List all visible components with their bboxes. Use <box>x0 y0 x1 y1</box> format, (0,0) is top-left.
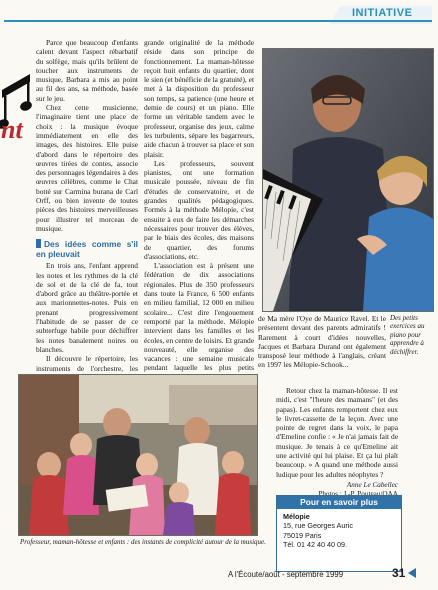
paragraph: Il découvre le répertoire, les instruments de l'orchestre, les <box>36 354 138 373</box>
info-box <box>276 495 402 572</box>
column-3-continued <box>276 386 398 500</box>
paragraph: de Ma mère l'Oye de Maurice Ravel. Et le présentent devant des parents admiratifs ! Rarement à court d'idées nouvelles, Jacques et Barbara Durand ont également transposé leur méthode à l'anglais, créant en 1997 les Mélopie-Schook... <box>258 314 386 370</box>
caption-piano: Des petits exercices au piano pour apprendre à déchiffrer. <box>390 314 425 356</box>
paragraph: Parce que beaucoup d'enfants calent devant l'aspect rébarbatif du solfège, mais qu'ils brûlent de toucher aux instruments de musique, Barbara a mis au point au fil des ans, sa méthode, basée sur le jeu. <box>36 38 138 103</box>
paragraph: grande originalité de la méthode réside dans son principe de fonctionnement. La maman-hôtesse reçoit huit enfants du quartier, dont le sien (et bénéficie de la gratuité), et met à la disposition du professeur son temps, sa patience (une heure et demie de cours) et un piano. Elle forme un véritable tandem avec le professeur, organise des jeux, calme les turbulents, sépare les bagarreurs, aide chacun à trouver sa place et son plaisir. <box>144 38 254 159</box>
org-name: Mélopie <box>283 512 310 521</box>
subheading: Des idées comme s'il en pleuvait <box>36 239 138 259</box>
column-3 <box>258 314 386 370</box>
author: Anne Le Cabellec <box>346 480 398 489</box>
address-city: 75019 Paris <box>283 530 322 540</box>
info-box-body <box>277 509 401 552</box>
paragraph: Retour chez la maman-hôtesse. Il est midi, c'est "l'heure des mamans" (et des papas). Les enfants remportent chez eux le livret-cassette de la leçon. Avec une pointe de regret dans la voix, le papa d'Emeline confie : « Je n'ai jamais fait de musique. Je tenais à ce qu'Emeline ait une activité qui lui plaise. Et ça lui plaît beaucoup. » A quand une méthode aussi ludique pour les adultes néophytes ? <box>276 386 398 479</box>
column-2 <box>144 38 254 410</box>
music-note-icon <box>0 60 40 140</box>
bullet-square-icon <box>36 239 41 248</box>
paragraph: L'association est à présent une fédération de dix associations régionales. Plus de 350 professeurs dans toute la France, 6 500 enfants en milieu familial, 12 000 en milieu scolaire... C'est dire l'engouement remporté par la méthode. Mélopie intervient dans les familles et les écoles, en centre de loisirs. Et grande nouveauté, elle organise des vacances : une semaine musicale pendant laquelle les plus petits <box>144 261 254 373</box>
photo-piano-lesson <box>262 48 434 312</box>
footer-magazine: A l'Écoute/août - septembre 1999 <box>228 570 344 579</box>
section-title: INITIATIVE <box>352 7 413 19</box>
address-street: 15, rue Georges Auric <box>283 521 353 531</box>
caption-group: Professeur, maman-hôtesse et enfants : des instants de complicité autour de la musique. <box>20 538 266 546</box>
triangle-left-icon <box>408 568 416 578</box>
phone-number: Tél. 01 42 40 40 09. <box>283 539 347 549</box>
paragraph: Chez cette musicienne, l'imaginaire tient une place de choix : la musique évoque immédiatement en elle des images, des histoires. Elle puise d'abord dans le répertoire des œuvres tirées de contes, associe des personnages légendaires à des œuvres célèbres, comme le Chat botté sur Carmina burana de Carl Orff, ou bien invente de toutes pièces des histoires merveilleuses pour illustrer tel morceau de musique. <box>36 103 138 233</box>
header-rule <box>4 20 330 22</box>
photo-group-lesson <box>18 374 258 536</box>
paragraph: Les professeurs, souvent pianistes, ont une formation musicale poussée, niveau de fin d'études de conservatoire, et de grandes qualités pédagogiques. Formés à la méthode Mélopie, c'est ensuite à eux de faire les démarches nécessaires pour trouver des élèves, par le biais des écoles, des maisons de quartier, des forums d'associations, etc. <box>144 158 254 261</box>
svg-text:nt: nt <box>1 115 23 140</box>
paragraph: En trois ans, l'enfant apprend les notes et les rythmes de la clé de sol et de la clé de fa, tout d'abord grâce au théâtre-portée et aux marionnettes-notes. Puis en prenant progressivement l'habitude de se passer de ce subterfuge habile pour déchiffrer les notes banalement noires ou blanches. <box>36 261 138 354</box>
page-number: 31 <box>392 566 406 580</box>
info-box-title: Pour en savoir plus <box>277 496 401 509</box>
